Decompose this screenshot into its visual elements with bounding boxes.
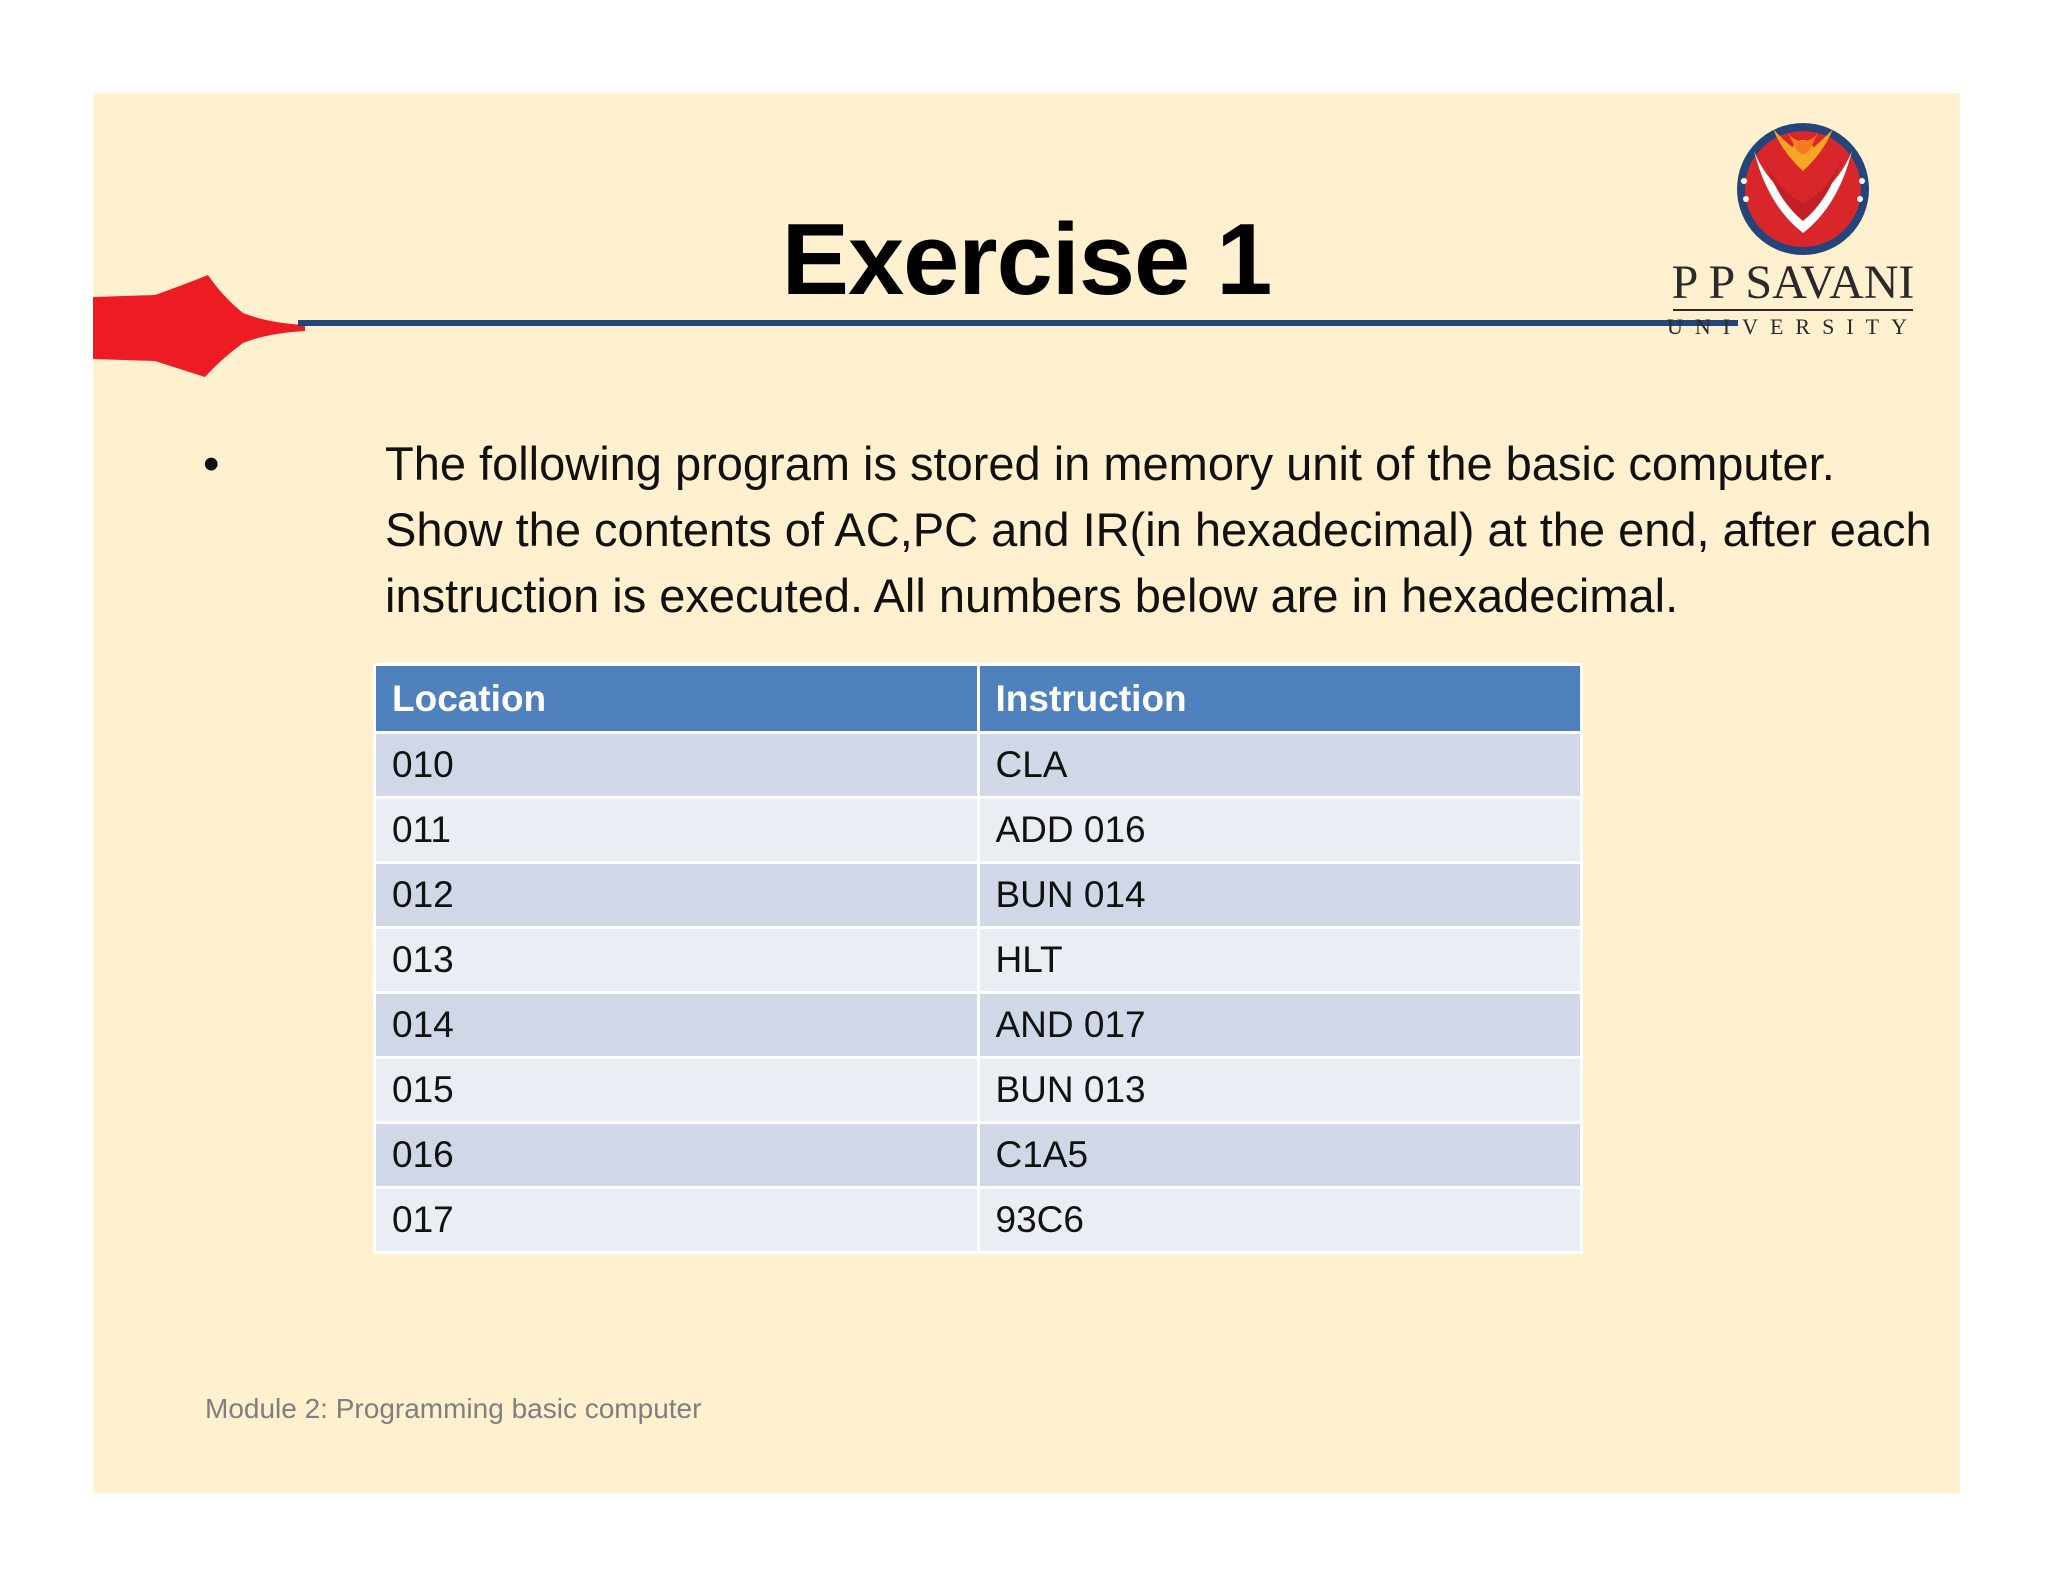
university-emblem-icon (1728, 111, 1878, 261)
bullet-text: The following program is stored in memory unit of the basic computer. Show the contents of AC,PC and IR(in hexadecimal) at the end, after each instruction is executed. All numbers below are in hexadecimal. (385, 437, 1932, 622)
logo-divider (1673, 309, 1913, 311)
header-location: Location (375, 665, 979, 733)
instruction-cell: BUN 013 (978, 1058, 1582, 1123)
slide-title: Exercise 1 (781, 204, 1272, 316)
slide (93, 93, 1960, 1493)
instruction-cell: ADD 016 (978, 798, 1582, 863)
table-row (375, 1123, 1582, 1188)
instruction-cell: HLT (978, 928, 1582, 993)
location-cell: 017 (375, 1188, 979, 1253)
university-name: P P SAVANI (1671, 256, 1915, 309)
table-row (375, 733, 1582, 798)
table-row (375, 863, 1582, 928)
instruction-cell: BUN 014 (978, 863, 1582, 928)
location-cell: 012 (375, 863, 979, 928)
bullet-icon: • (203, 437, 220, 490)
instruction-cell: 93C6 (978, 1188, 1582, 1253)
location-cell: 016 (375, 1123, 979, 1188)
instruction-cell: CLA (978, 733, 1582, 798)
slide-footer: Module 2: Programming basic computer (205, 1393, 702, 1424)
location-cell: 014 (375, 993, 979, 1058)
table-row (375, 798, 1582, 863)
instruction-cell: AND 017 (978, 993, 1582, 1058)
university-logo (1663, 111, 1923, 351)
location-cell: 010 (375, 733, 979, 798)
university-subtitle: UNIVERSITY (1667, 314, 1919, 339)
table-header-row (375, 665, 1582, 733)
instruction-cell: C1A5 (978, 1123, 1582, 1188)
program-table (373, 663, 1583, 1254)
location-cell: 013 (375, 928, 979, 993)
header-instruction: Instruction (978, 665, 1582, 733)
location-cell: 011 (375, 798, 979, 863)
table-row (375, 1058, 1582, 1123)
table-row (375, 928, 1582, 993)
table-row (375, 1188, 1582, 1253)
title-underline (298, 320, 1738, 326)
table-row (375, 993, 1582, 1058)
location-cell: 015 (375, 1058, 979, 1123)
